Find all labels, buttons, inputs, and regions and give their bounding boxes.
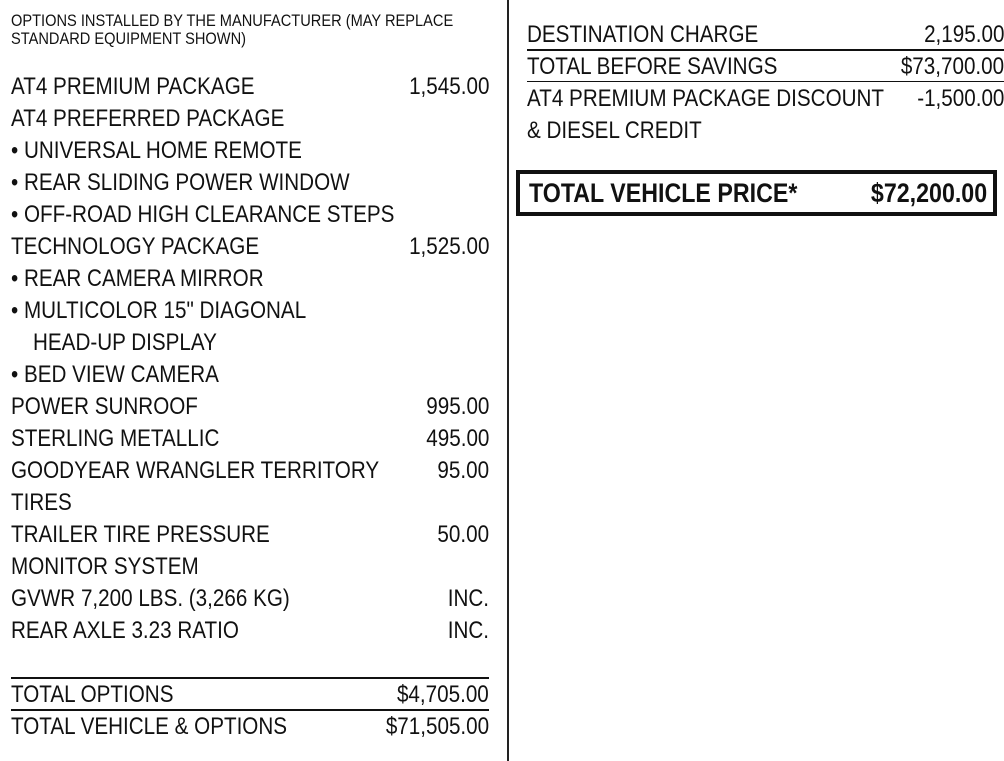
- total-before-savings-row: TOTAL BEFORE SAVINGS $73,700.00: [527, 53, 1004, 80]
- option-line: AT4 PREFERRED PACKAGE: [11, 105, 285, 132]
- option-line: POWER SUNROOF 995.00: [11, 393, 489, 420]
- option-line: REAR AXLE 3.23 RATIO INC.: [11, 617, 489, 644]
- option-line: STERLING METALLIC 495.00: [11, 425, 489, 452]
- option-line: AT4 PREMIUM PACKAGE 1,545.00: [11, 73, 489, 100]
- option-line: TECHNOLOGY PACKAGE 1,525.00: [11, 233, 489, 260]
- option-sub-item: • MULTICOLOR 15" DIAGONAL: [11, 297, 307, 324]
- option-line: TRAILER TIRE PRESSURE 50.00: [11, 521, 489, 548]
- total-vehicle-price-label: TOTAL VEHICLE PRICE*: [529, 178, 798, 208]
- discount-row: AT4 PREMIUM PACKAGE DISCOUNT -1,500.00: [527, 85, 1004, 112]
- option-line: GOODYEAR WRANGLER TERRITORY 95.00: [11, 457, 489, 484]
- option-line-continued: MONITOR SYSTEM: [11, 553, 199, 580]
- options-header-line1: OPTIONS INSTALLED BY THE MANUFACTURER (MAY REPLACE: [11, 11, 454, 30]
- option-line: GVWR 7,200 LBS. (3,266 KG) INC.: [11, 585, 489, 612]
- column-divider: [507, 0, 509, 761]
- option-line-continued: TIRES: [11, 489, 72, 516]
- destination-charge-row: DESTINATION CHARGE 2,195.00: [527, 21, 1004, 48]
- discount-row-continued: & DIESEL CREDIT: [527, 117, 702, 144]
- option-sub-item: • UNIVERSAL HOME REMOTE: [11, 137, 302, 164]
- option-sub-item-continued: HEAD-UP DISPLAY: [33, 329, 217, 356]
- options-header-line2: STANDARD EQUIPMENT SHOWN): [11, 29, 247, 48]
- divider-rule: [527, 81, 1004, 82]
- total-options-row: TOTAL OPTIONS $4,705.00: [11, 681, 489, 708]
- option-sub-item: • REAR CAMERA MIRROR: [11, 265, 264, 292]
- option-sub-item: • BED VIEW CAMERA: [11, 361, 219, 388]
- total-vehicle-price-amount: $72,200.00: [870, 178, 987, 208]
- total-vehicle-options-row: TOTAL VEHICLE & OPTIONS $71,505.00: [11, 713, 489, 740]
- option-sub-item: • REAR SLIDING POWER WINDOW: [11, 169, 350, 196]
- total-vehicle-price-box: [516, 170, 997, 216]
- option-sub-item: • OFF-ROAD HIGH CLEARANCE STEPS: [11, 201, 395, 228]
- summary-column: [510, 0, 1004, 761]
